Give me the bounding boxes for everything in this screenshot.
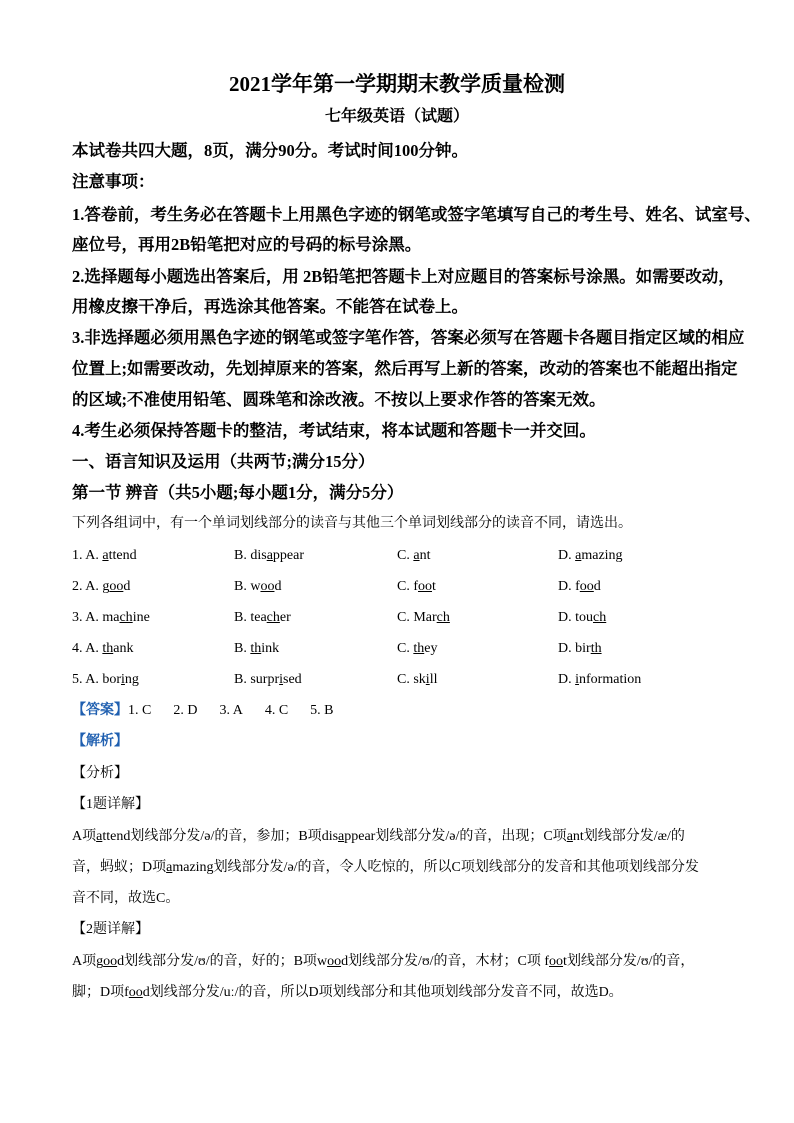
- option-word-pre: ma: [102, 610, 120, 625]
- option-word-underlined: i: [575, 672, 580, 687]
- question-option: [72, 608, 150, 628]
- part-heading: 第一节 辨音（共5小题;每小题1分，满分5分）: [72, 483, 404, 502]
- page-subtitle: 七年级英语（试题）: [324, 108, 469, 125]
- option-word-pre: dis: [250, 548, 267, 563]
- question-option: [72, 577, 130, 597]
- notice-heading: 注意事项：: [72, 172, 155, 191]
- question-option: [397, 670, 437, 690]
- option-label: A.: [85, 672, 103, 687]
- answer-item: 1. C: [128, 703, 152, 718]
- question-number: 1.: [72, 548, 83, 563]
- option-word-post: ink: [261, 641, 280, 656]
- notice-line: 座位号，再用2B铅笔把对应的号码的标号涂黑。: [72, 235, 422, 254]
- option-word-post: sed: [283, 672, 302, 687]
- analysis-label: 【解析】: [72, 734, 128, 749]
- option-word-underlined: ch: [593, 610, 607, 625]
- answer-row: [72, 701, 334, 721]
- option-word-pre: w: [250, 579, 261, 594]
- option-word-post: t: [432, 579, 436, 594]
- option-label: C.: [397, 548, 414, 563]
- detail1-line: 音不同，故选C。: [72, 891, 180, 906]
- notice-line: 位置上;如需要改动，先划掉原来的答案，然后再写上新的答案，改动的答案也不能超出指定: [72, 359, 738, 378]
- notice-line: 1.答卷前，考生务必在答题卡上用黑色字迹的钢笔或签字笔填写自己的考生号、姓名、试室号、: [72, 205, 761, 224]
- question-option: [558, 639, 602, 659]
- option-word-underlined: ch: [119, 610, 133, 625]
- option-word-pre: Mar: [413, 610, 437, 625]
- option-word-post: d: [123, 579, 131, 594]
- detail1-line: A项attend划线部分发/ə/的音，参加；B项disappear划线部分发/ə/的音，出现；C项ant划线部分发/æ/的: [72, 829, 685, 844]
- option-word-pre: f: [413, 579, 419, 594]
- answer-item: 4. C: [264, 703, 289, 718]
- option-word-underlined: oo: [260, 579, 275, 594]
- option-label: B.: [234, 579, 251, 594]
- option-word-underlined: i: [425, 672, 430, 687]
- option-label: C.: [397, 579, 414, 594]
- question-option: [397, 577, 436, 597]
- option-word-underlined: ch: [266, 610, 280, 625]
- option-word-post: ine: [132, 610, 150, 625]
- question-option: [558, 608, 606, 628]
- option-label: C.: [397, 610, 414, 625]
- option-word-post: d: [593, 579, 601, 594]
- question-option: [234, 639, 279, 659]
- answer-item: 5. B: [310, 703, 334, 718]
- option-word-underlined: oo: [418, 579, 433, 594]
- option-word-underlined: i: [279, 672, 284, 687]
- option-word-underlined: a: [575, 548, 582, 563]
- option-word-underlined: th: [413, 641, 425, 656]
- question-option: [72, 639, 133, 659]
- question-option: [397, 608, 450, 628]
- question-number: 3.: [72, 610, 83, 625]
- option-label: D.: [558, 579, 576, 594]
- detail-label-1: 【1题详解】: [72, 797, 149, 812]
- option-word-underlined: a: [266, 548, 273, 563]
- option-word-pre: g: [102, 579, 110, 594]
- notice-line: 的区域;不准使用铅笔、圆珠笔和涂改液。不按以上要求作答的答案无效。: [72, 390, 606, 409]
- question-option: [558, 670, 641, 690]
- detail1-line: 音，蚂蚁；D项amazing划线部分发/ə/的音，令人吃惊的，所以C项划线部分的发音和其他项划线部分发: [72, 860, 699, 875]
- option-label: A.: [85, 579, 103, 594]
- answer-item: 3. A: [219, 703, 243, 718]
- question-option: [234, 608, 291, 628]
- page-title: 2021学年第一学期期末教学质量检测: [229, 72, 565, 96]
- notice-line: 3.非选择题必须用黑色字迹的钢笔或签字笔作答，答案必须写在答题卡各题目指定区域的相应: [72, 328, 745, 347]
- option-word-underlined: i: [121, 672, 125, 687]
- option-word-underlined: a: [413, 548, 420, 563]
- answer-item: 2. D: [173, 703, 198, 718]
- option-word-pre: bor: [102, 672, 122, 687]
- question-option: [397, 639, 437, 659]
- option-word-underlined: th: [102, 641, 114, 656]
- option-word-pre: f: [575, 579, 580, 594]
- question-option: [234, 577, 281, 597]
- option-label: A.: [85, 641, 103, 656]
- option-word-underlined: oo: [579, 579, 594, 594]
- option-word-underlined: th: [590, 641, 602, 656]
- option-word-underlined: oo: [109, 579, 124, 594]
- option-label: C.: [397, 641, 414, 656]
- option-word-post: er: [279, 610, 291, 625]
- option-label: B.: [234, 641, 251, 656]
- notice-line: 用橡皮擦干净后，再选涂其他答案。不能答在试卷上。: [72, 297, 468, 316]
- detail2-line: 脚；D项food划线部分发/uː/的音，所以D项划线部分和其他项划线部分发音不同，故选D。: [72, 985, 623, 1000]
- option-label: B.: [234, 610, 251, 625]
- option-word-pre: tea: [250, 610, 267, 625]
- option-word-post: mazing: [581, 548, 623, 563]
- question-instruction: 下列各组词中，有一个单词划线部分的读音与其他三个单词划线部分的读音不同，请选出。: [72, 516, 632, 531]
- question-option: [558, 577, 601, 597]
- question-option: [234, 670, 302, 690]
- option-label: D.: [558, 610, 576, 625]
- option-word-underlined: ch: [436, 610, 450, 625]
- question-number: 2.: [72, 579, 83, 594]
- option-word-post: ey: [424, 641, 438, 656]
- option-word-post: ttend: [108, 548, 137, 563]
- question-option: [397, 546, 430, 566]
- option-word-post: nformation: [579, 672, 642, 687]
- option-word-underlined: a: [102, 548, 109, 563]
- option-word-pre: sk: [413, 672, 426, 687]
- detail-label-2: 【2题详解】: [72, 922, 149, 937]
- option-word-pre: tou: [575, 610, 594, 625]
- option-label: D.: [558, 641, 576, 656]
- notice-line: 4.考生必须保持答题卡的整洁，考试结束，将本试题和答题卡一并交回。: [72, 421, 596, 440]
- question-option: [234, 546, 304, 566]
- option-label: D.: [558, 672, 576, 687]
- option-word-post: ll: [429, 672, 438, 687]
- question-option: [72, 670, 139, 690]
- option-label: D.: [558, 548, 576, 563]
- option-word-post: nt: [419, 548, 431, 563]
- question-number: 5.: [72, 672, 83, 687]
- notice-line: 2.选择题每小题选出答案后，用 2B铅笔把答题卡上对应题目的答案标号涂黑。如需要改动，: [72, 267, 735, 286]
- answer-label: 【答案】: [72, 703, 128, 718]
- option-word-post: ng: [124, 672, 139, 687]
- option-label: A.: [85, 610, 103, 625]
- question-option: [72, 546, 137, 566]
- detail2-line: A项good划线部分发/ʊ/的音，好的；B项wood划线部分发/ʊ/的音，木材；C项 foot划线部分发/ʊ/的音，: [72, 954, 695, 969]
- fenxi-label: 【分析】: [72, 766, 128, 781]
- option-word-post: ank: [113, 641, 134, 656]
- section-heading: 一、语言知识及运用（共两节;满分15分）: [72, 452, 375, 471]
- option-word-pre: bir: [575, 641, 591, 656]
- option-word-underlined: th: [250, 641, 262, 656]
- option-word-post: d: [274, 579, 282, 594]
- question-number: 4.: [72, 641, 83, 656]
- option-label: C.: [397, 672, 414, 687]
- question-option: [558, 546, 623, 566]
- option-word-pre: surpr: [250, 672, 280, 687]
- exam-intro: 本试卷共四大题，8页，满分90分。考试时间100分钟。: [72, 141, 468, 160]
- option-word-post: ppear: [272, 548, 304, 563]
- option-label: B.: [234, 672, 251, 687]
- option-label: A.: [85, 548, 103, 563]
- option-label: B.: [234, 548, 251, 563]
